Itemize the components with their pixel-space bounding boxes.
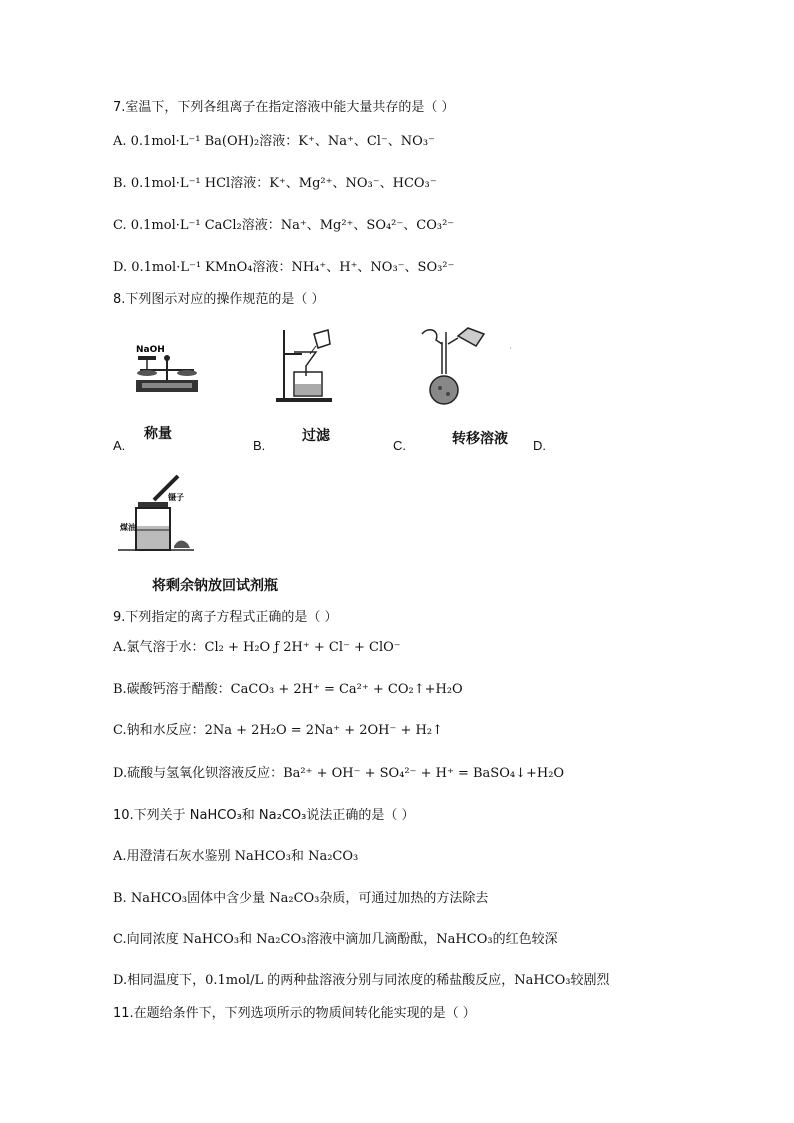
balance-figure xyxy=(132,340,202,400)
kerosene-label: 煤油 xyxy=(120,523,136,532)
q9-stem: 9.下列指定的离子方程式正确的是（ ） xyxy=(113,610,338,625)
q8-letter-c: C. xyxy=(393,438,406,453)
q9-option-b: B.碳酸钙溶于醋酸：CaCO₃ + 2H⁺ = Ca²⁺ + CO₂↑+H₂O xyxy=(113,682,463,697)
naoh-label: NaOH xyxy=(136,345,165,355)
q8-stem: 8.下列图示对应的操作规范的是（ ） xyxy=(113,292,325,307)
q9-option-c: C.钠和水反应：2Na + 2H₂O = 2Na⁺ + 2OH⁻ + H₂↑ xyxy=(113,723,443,738)
caption-filtration: 过滤 xyxy=(302,428,330,444)
q7-option-a: A. 0.1mol·L⁻¹ Ba(OH)₂溶液：K⁺、Na⁺、Cl⁻、NO₃⁻ xyxy=(113,134,435,149)
q10-stem: 10.下列关于 NaHCO₃和 Na₂CO₃说法正确的是（ ） xyxy=(113,808,415,823)
q9-option-d: D.硫酸与氢氧化钡溶液反应：Ba²⁺ + OH⁻ + SO₄²⁻ + H⁺ = BaSO₄↓+H₂O xyxy=(113,766,565,781)
caption-weighing: 称量 xyxy=(144,426,172,442)
q10-option-a: A.用澄清石灰水鉴别 NaHCO₃和 Na₂CO₃ xyxy=(113,849,359,864)
q10-option-b: B. NaHCO₃固体中含少量 Na₂CO₃杂质，可通过加热的方法除去 xyxy=(113,891,489,906)
q9-option-a: A.氯气溶于水：Cl₂ + H₂O ƒ 2H⁺ + Cl⁻ + ClO⁻ xyxy=(113,640,401,655)
q8-letter-a: A. xyxy=(113,438,126,453)
caption-return-sodium: 将剩余钠放回试剂瓶 xyxy=(152,578,278,594)
q8-letter-d: D. xyxy=(533,438,546,453)
q7-stem: 7.室温下，下列各组离子在指定溶液中能大量共存的是（ ） xyxy=(113,100,455,115)
q10-option-c: C.向同浓度 NaHCO₃和 Na₂CO₃溶液中滴加几滴酚酞，NaHCO₃的红色较深 xyxy=(113,932,558,947)
q7-option-c: C. 0.1mol·L⁻¹ CaCl₂溶液：Na⁺、Mg²⁺、SO₄²⁻、CO₃²⁻ xyxy=(113,218,455,233)
transfer-solution-figure xyxy=(418,324,518,410)
q8-letter-b: B. xyxy=(253,438,266,453)
filtration-figure xyxy=(272,326,342,406)
caption-transfer-solution: 转移溶液 xyxy=(452,431,508,447)
q10-option-d: D.相同温度下，0.1mol/L 的两种盐溶液分别与同浓度的稀盐酸反应，NaHCO₃较剧烈 xyxy=(113,973,610,988)
q7-option-b: B. 0.1mol·L⁻¹ HCl溶液：K⁺、Mg²⁺、NO₃⁻、HCO₃⁻ xyxy=(113,176,437,191)
sodium-bottle-figure xyxy=(118,470,198,554)
q7-option-d: D. 0.1mol·L⁻¹ KMnO₄溶液：NH₄⁺、H⁺、NO₃⁻、SO₃²⁻ xyxy=(113,260,455,275)
tweezers-label: 镊子 xyxy=(168,493,184,502)
q11-stem: 11.在题给条件下，下列选项所示的物质间转化能实现的是（ ） xyxy=(113,1006,476,1021)
